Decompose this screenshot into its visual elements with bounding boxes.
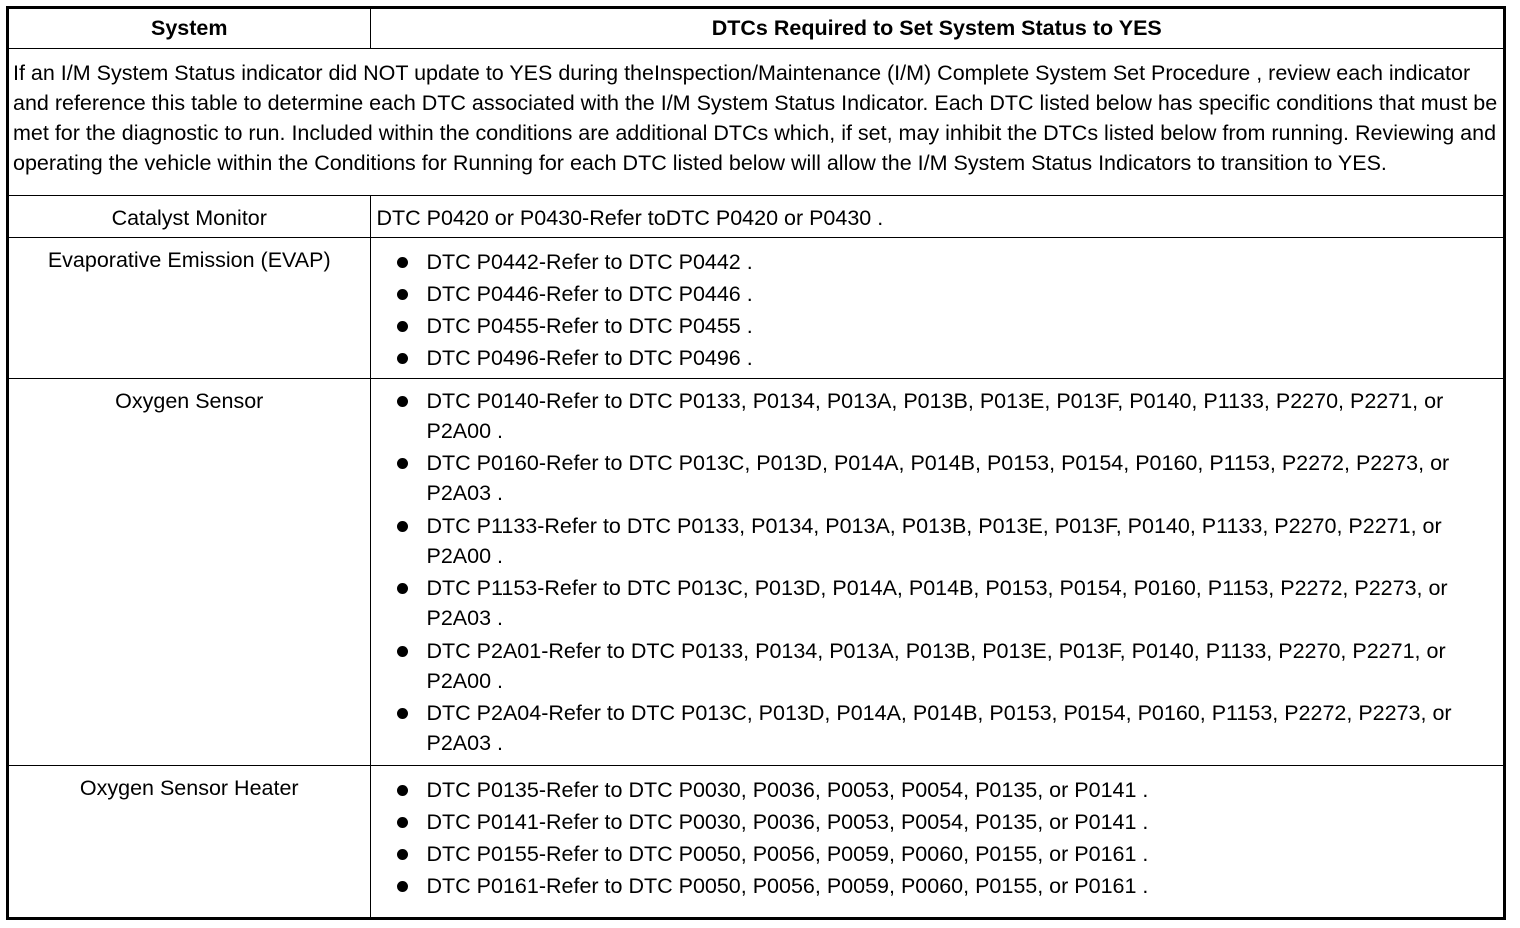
dtc-item-text: DTC P0155-Refer to DTC P0050, P0056, P0059, P0060, P0155, or P0161 . (426, 841, 1149, 866)
list-item (391, 698, 1504, 758)
bullet-icon (397, 583, 408, 594)
bullet-icon (397, 458, 408, 469)
list-item (391, 636, 1504, 696)
bullet-icon (397, 817, 408, 828)
dtc-cell (370, 765, 1503, 917)
header-row (9, 9, 1503, 49)
intro-text: If an I/M System Status indicator did NOT update to YES during theInspection/Maintenance (I/M) Complete System Set Procedure , review each indicator and reference this table to determine each DTC associated with the I/M System Status Indicator. Each DTC listed below has specific conditions that must be met for the diagnostic to run. Included within the conditions are additional DTCs which, if set, may inhibit the DTCs listed below from running. Reviewing and operating the vehicle within the Conditions for Running for each DTC listed below will allow the I/M System Status Indicators to transition to YES. (9, 49, 1503, 196)
dtc-item-text: DTC P0496-Refer to DTC P0496 . (426, 345, 753, 370)
dtc-item-text: DTC P0160-Refer to DTC P013C, P013D, P014A, P014B, P0153, P0154, P0160, P1153, P2272, P2273, or P2A03 . (426, 451, 1450, 506)
dtc-item-text: DTC P0135-Refer to DTC P0030, P0036, P0053, P0054, P0135, or P0141 . (426, 777, 1149, 802)
bullet-icon (397, 785, 408, 796)
intro-row (9, 49, 1503, 196)
dtc-item-text: DTC P0446-Refer to DTC P0446 . (426, 281, 753, 306)
system-cell: Oxygen Sensor Heater (9, 765, 370, 917)
dtc-item-text: DTC P0161-Refer to DTC P0050, P0056, P0059, P0060, P0155, or P0161 . (426, 873, 1149, 898)
bullet-icon (397, 881, 408, 892)
dtc-item-text: DTC P1153-Refer to DTC P013C, P013D, P014A, P014B, P0153, P0154, P0160, P1153, P2272, P2273, or P2A03 . (426, 576, 1448, 631)
bullet-icon (397, 321, 408, 332)
dtc-table (9, 9, 1503, 917)
system-cell: Oxygen Sensor (9, 378, 370, 765)
list-item (391, 807, 1504, 837)
list-item (391, 279, 1504, 309)
bullet-icon (397, 353, 408, 364)
bullet-icon (397, 708, 408, 719)
dtc-list (371, 766, 1504, 905)
table-row (9, 237, 1503, 378)
dtc-list (371, 379, 1504, 765)
dtc-item-text: DTC P1133-Refer to DTC P0133, P0134, P013A, P013B, P013E, P013F, P0140, P1133, P2270, P2271, or P2A00 . (426, 513, 1442, 568)
list-item (391, 343, 1504, 373)
bullet-icon (397, 849, 408, 860)
dtc-item-text: DTC P0455-Refer to DTC P0455 . (426, 313, 753, 338)
table-row (9, 765, 1503, 917)
dtc-item-text: DTC P2A04-Refer to DTC P013C, P013D, P014A, P014B, P0153, P0154, P0160, P1153, P2272, P2273, or P2A03 . (426, 701, 1452, 756)
list-item (391, 573, 1504, 633)
table-row (9, 378, 1503, 765)
header-system: System (9, 9, 370, 49)
dtc-item-text: DTC P0442-Refer to DTC P0442 . (426, 249, 753, 274)
list-item (391, 448, 1504, 508)
bullet-icon (397, 646, 408, 657)
bullet-icon (397, 257, 408, 268)
system-cell: Evaporative Emission (EVAP) (9, 237, 370, 378)
list-item (391, 247, 1504, 277)
dtc-item-text: DTC P0140-Refer to DTC P0133, P0134, P013A, P013B, P013E, P013F, P0140, P1133, P2270, P2271, or P2A00 . (426, 388, 1444, 443)
system-cell: Catalyst Monitor (9, 195, 370, 237)
list-item (391, 511, 1504, 571)
dtc-cell: DTC P0420 or P0430-Refer toDTC P0420 or P0430 . (370, 195, 1503, 237)
dtc-cell (370, 237, 1503, 378)
bullet-icon (397, 521, 408, 532)
dtc-table-frame (6, 6, 1506, 920)
list-item (391, 871, 1504, 901)
list-item (391, 311, 1504, 341)
header-dtcs-required: DTCs Required to Set System Status to YES (370, 9, 1503, 49)
list-item (391, 775, 1504, 805)
dtc-list (371, 238, 1504, 377)
bullet-icon (397, 289, 408, 300)
table-row (9, 195, 1503, 237)
list-item (391, 839, 1504, 869)
bullet-icon (397, 396, 408, 407)
list-item (391, 386, 1504, 446)
dtc-item-text: DTC P2A01-Refer to DTC P0133, P0134, P013A, P013B, P013E, P013F, P0140, P1133, P2270, P2271, or P2A00 . (426, 638, 1446, 693)
dtc-item-text: DTC P0141-Refer to DTC P0030, P0036, P0053, P0054, P0135, or P0141 . (426, 809, 1149, 834)
dtc-cell (370, 378, 1503, 765)
